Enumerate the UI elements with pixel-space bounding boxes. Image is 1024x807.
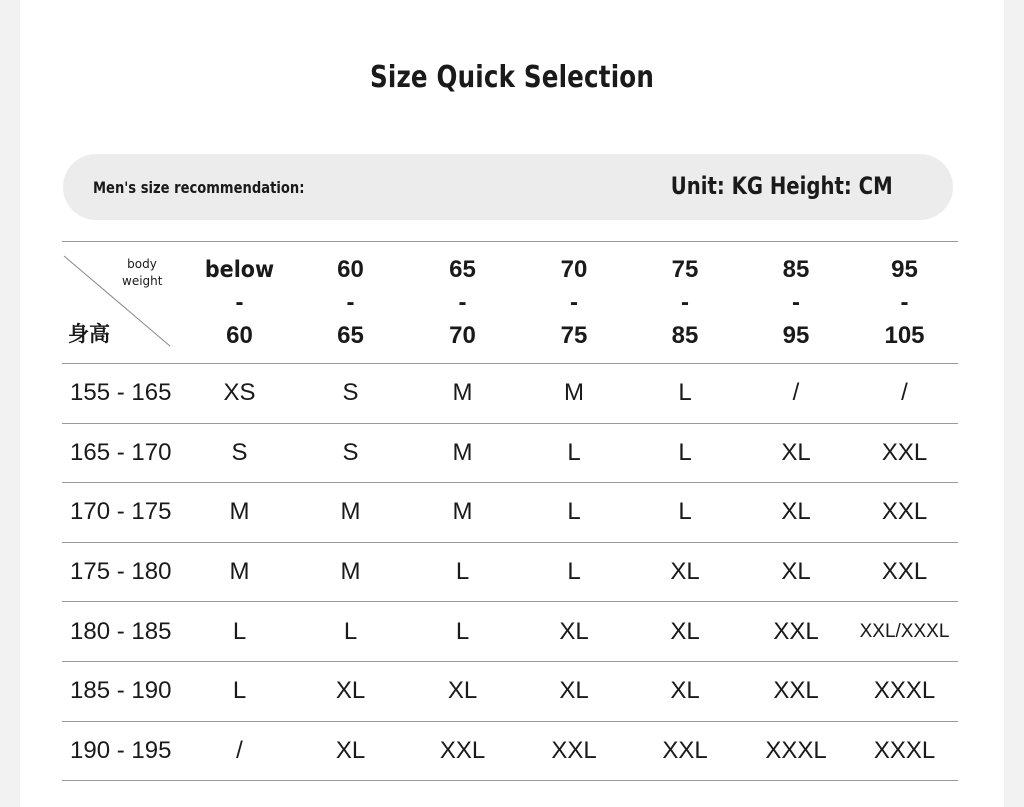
size-cell: S — [295, 423, 406, 483]
banner-label: Men's size recommendation: — [93, 178, 305, 197]
weight-range — [629, 254, 741, 352]
page-title: Size Quick Selection — [369, 60, 655, 95]
size-cell: XL — [295, 721, 406, 781]
table-row — [62, 661, 958, 721]
weight-column-header — [406, 242, 519, 364]
weight-range-lo: 65 — [449, 255, 476, 283]
weight-range-hi: 85 — [671, 321, 699, 349]
recommendation-banner — [63, 154, 953, 220]
weight-column-header — [295, 242, 406, 364]
corner-weight-label — [122, 256, 162, 290]
size-cell: M — [406, 364, 519, 424]
size-cell: XXL/XXXL — [851, 602, 958, 662]
size-cell: L — [519, 423, 629, 483]
size-cell: M — [406, 423, 519, 483]
weight-range-lo: 75 — [671, 255, 699, 283]
weight-range-lo: 70 — [560, 255, 588, 283]
weight-range — [184, 254, 295, 352]
size-cell: L — [406, 542, 519, 602]
height-range-label: 165 - 170 — [62, 423, 184, 483]
weight-range-hi: 95 — [782, 321, 810, 349]
size-cell: XL — [295, 661, 406, 721]
size-cell: M — [184, 542, 295, 602]
size-cell: M — [519, 364, 629, 424]
size-cell: S — [295, 364, 406, 424]
size-cell: M — [184, 483, 295, 543]
size-cell: S — [184, 423, 295, 483]
weight-range-lo: below — [204, 256, 275, 283]
size-cell: XL — [741, 423, 851, 483]
weight-range-hi: 60 — [226, 321, 253, 349]
weight-range-hi: 75 — [560, 321, 588, 349]
height-range-label: 180 - 185 — [62, 602, 184, 662]
height-range-label: 175 - 180 — [62, 542, 184, 602]
weight-range-hi: 65 — [337, 321, 364, 349]
size-cell: XL — [629, 661, 741, 721]
weight-range — [519, 254, 629, 352]
size-cell: XXL — [851, 423, 958, 483]
size-cell: / — [851, 364, 958, 424]
size-cell: / — [184, 721, 295, 781]
size-cell: XL — [741, 542, 851, 602]
table-row — [62, 423, 958, 483]
size-cell: XL — [629, 542, 741, 602]
table-row — [62, 542, 958, 602]
size-cell: L — [184, 602, 295, 662]
size-cell: L — [629, 423, 741, 483]
size-cell: XL — [741, 483, 851, 543]
size-cell: L — [406, 602, 519, 662]
header-row — [62, 242, 958, 364]
size-cell: L — [184, 661, 295, 721]
size-cell: XXXL — [741, 721, 851, 781]
weight-column-header — [184, 242, 295, 364]
weight-column-header — [851, 242, 958, 364]
height-range-label: 170 - 175 — [62, 483, 184, 543]
size-cell: M — [295, 483, 406, 543]
weight-range-hi: 70 — [449, 321, 476, 349]
corner-body-text: body — [127, 257, 157, 271]
weight-range-lo: 95 — [891, 255, 918, 283]
weight-range-dash: - — [681, 288, 689, 316]
size-cell: L — [629, 483, 741, 543]
corner-weight-text: weight — [122, 274, 163, 288]
size-cell: XXL — [851, 542, 958, 602]
weight-column-header — [519, 242, 629, 364]
height-range-label: 155 - 165 — [62, 364, 184, 424]
size-cell: XXL — [741, 602, 851, 662]
size-cell: XXL — [519, 721, 629, 781]
size-cell: M — [406, 483, 519, 543]
weight-range-dash: - — [458, 288, 467, 316]
banner-units: Unit: KG Height: CM — [671, 172, 893, 200]
weight-range-lo: 60 — [337, 255, 364, 283]
size-cell: M — [295, 542, 406, 602]
size-cell: XXXL — [851, 721, 958, 781]
size-cell: L — [629, 364, 741, 424]
corner-height-label: 身高 — [68, 322, 110, 346]
size-cell: XXL — [629, 721, 741, 781]
weight-range-dash: - — [346, 288, 355, 316]
weight-range-dash: - — [792, 288, 800, 316]
size-cell: L — [295, 602, 406, 662]
weight-range-hi: 105 — [884, 321, 925, 349]
table-row — [62, 483, 958, 543]
table-row — [62, 602, 958, 662]
weight-column-header — [629, 242, 741, 364]
size-cell: XXL — [741, 661, 851, 721]
size-cell: L — [519, 542, 629, 602]
weight-range-dash: - — [570, 288, 578, 316]
weight-range — [851, 254, 958, 352]
size-cell: / — [741, 364, 851, 424]
size-cell: XL — [519, 661, 629, 721]
size-chart-page — [20, 0, 1004, 807]
weight-range — [406, 254, 519, 352]
weight-range — [741, 254, 851, 352]
weight-range-dash: - — [235, 288, 244, 316]
size-cell: L — [519, 483, 629, 543]
table-row — [62, 364, 958, 424]
size-cell: XXL — [406, 721, 519, 781]
size-cell: XS — [184, 364, 295, 424]
table-row — [62, 721, 958, 781]
height-range-label: 185 - 190 — [62, 661, 184, 721]
size-cell: XXL — [851, 483, 958, 543]
size-cell: XL — [406, 661, 519, 721]
weight-range-dash: - — [900, 288, 909, 316]
size-cell: XL — [519, 602, 629, 662]
size-cell: XL — [629, 602, 741, 662]
weight-range-lo: 85 — [782, 255, 810, 283]
height-range-label: 190 - 195 — [62, 721, 184, 781]
corner-cell — [62, 242, 184, 364]
size-table — [62, 241, 958, 781]
size-cell: XXXL — [851, 661, 958, 721]
weight-range — [295, 254, 406, 352]
weight-column-header — [741, 242, 851, 364]
